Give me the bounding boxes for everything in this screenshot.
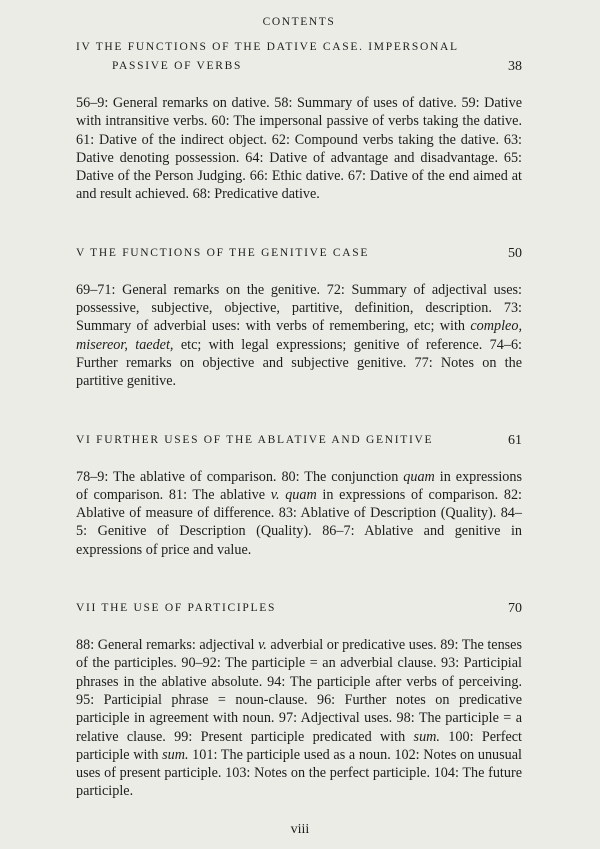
chapter-summary [76,281,522,391]
chapter-summary [76,468,522,559]
summary-text: in expressions of comparison. 82: Ablative of measure of difference. 83: Ablative of Description (Quality). 84–5: Genitive of Description (Quality). 86–7: Ablative and genitive in expressions of price and value. [76,486,522,558]
summary-italic: v. quam [270,486,317,503]
chapter-heading [76,599,522,618]
summary-text: 88: General remarks: adjectival [76,637,259,654]
summary-text: adverbial or predicative uses. 89: The tenses of the participles. 90–92: The participle = an adverbial clause. 93: Participial phrases in the ablative absolute. 94: The participle after verbs of perceiving. 95: Participial phrase = noun-clause. 96: Further notes on predicative participle in agreement with noun. 97: Adjectival uses. 98: The participle = a relative clause. 99: Present participle predicated with [76,637,522,745]
chapter-title: VII THE USE OF PARTICIPLES [76,602,277,615]
chapter-summary: 56–9: General remarks on dative. 58: Summary of uses of dative. 59: Dative with intransitive verbs. 60: The impersonal passive of verbs taking the dative. 61: Dative of the indirect object. 62: Compound verbs taking the dative. 63: Dative denoting possession. 64: Dative of advantage and disadvantage. 65: Dative of the Person Judging. 66: Ethic dative. 67: Dative of the end aimed at and result achieved. 68: Predicative dative. [76,95,522,203]
summary-text: 101: The participle used as a noun. 102: Notes on unusual uses of present participle. 103: Notes on the perfect participle. 104: The future participle. [76,746,522,800]
chapter-v [76,244,522,391]
running-head: CONTENTS [262,16,336,28]
chapter-page-number: 70 [508,601,522,617]
summary-italic: quam [403,468,435,485]
summary-text: 78–9: The ablative of comparison. 80: The conjunction [76,468,404,485]
chapter-iv [76,38,522,204]
chapter-heading [76,431,522,450]
chapter-heading [76,38,522,76]
chapter-vii [76,599,522,801]
chapter-title: VI FURTHER USES OF THE ABLATIVE AND GENITIVE [76,433,434,446]
summary-text: etc; with legal expressions; genitive of reference. 74–6: Further remarks on objective and subjective genitive. 77: Notes on the partitive genitive. [76,336,522,390]
chapter-title: V THE FUNCTIONS OF THE GENITIVE CASE [76,246,370,259]
summary-italic: sum. [413,728,440,745]
chapter-page-number: 38 [508,59,522,74]
page-folio: viii [290,822,310,837]
summary-text: in expressions of comparison. 81: The ablative [76,468,522,503]
summary-italic: v. [258,637,267,654]
summary-italic: sum. [162,746,189,763]
chapter-page-number: 50 [508,245,522,261]
summary-text: 69–71: General remarks on the genitive. 72: Summary of adjectival uses: possessive, subjective, objective, partitive, definition, description. 73: Summary of adverbial uses: with verbs of remembering, etc; with [76,281,522,335]
chapter-page-number: 61 [508,432,522,448]
chapter-summary [76,636,522,801]
chapter-title-line: PASSIVE OF VERBS [112,60,243,72]
summary-italic: compleo, misereor, taedet, [76,318,522,353]
summary-text: 100: Perfect participle with [76,728,523,763]
chapter-heading [76,244,522,263]
chapter-title [76,38,492,76]
chapter-vi [76,431,522,559]
chapter-title-line: IV THE FUNCTIONS OF THE DATIVE CASE. IMPERSONAL [76,41,459,53]
